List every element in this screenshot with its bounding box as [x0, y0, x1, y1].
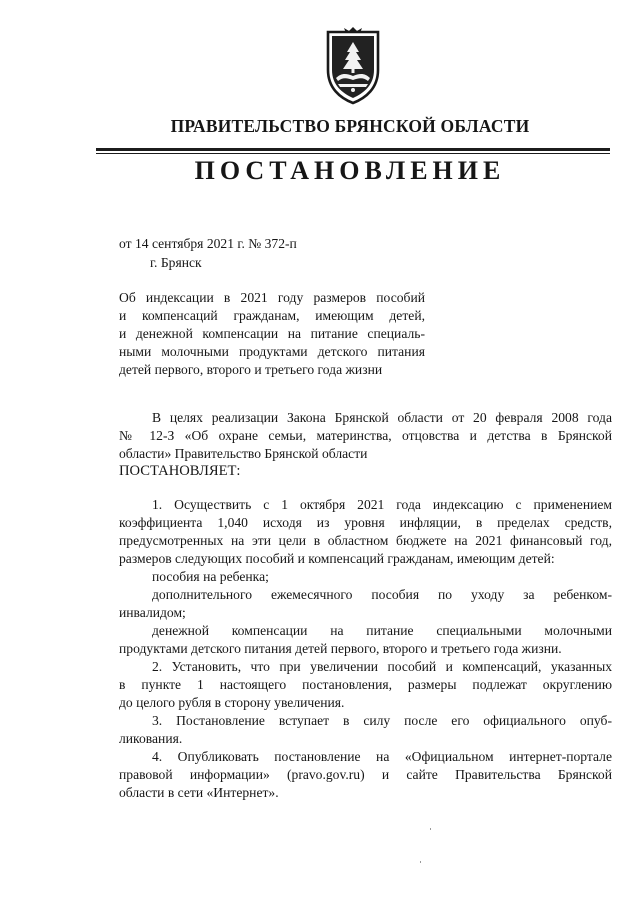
decree-word: ПОСТАНОВЛЯЕТ:	[119, 463, 241, 479]
subject-line: и компенсаций гражданам, имеющим детей,	[119, 308, 425, 323]
list-item: пособия на ребенка;	[152, 569, 269, 584]
paragraph-1-line: коэффициента 1,040 исходя из уровня инфляции, в пределах средств,	[119, 515, 612, 530]
city: г. Брянск	[150, 255, 202, 270]
subject-line: детей первого, второго и третьего года жизни	[119, 362, 383, 377]
list-item: инвалидом;	[119, 605, 186, 620]
preamble-line: В целях реализации Закона Брянской области от 20 февраля 2008 года	[152, 410, 612, 425]
paragraph-1-line: 1. Осуществить с 1 октября 2021 года индексацию с применением	[152, 497, 612, 512]
list-item: дополнительного ежемесячного пособия по уходу за ребенком-	[152, 587, 612, 602]
government-title: ПРАВИТЕЛЬСТВО БРЯНСКОЙ ОБЛАСТИ	[170, 116, 530, 136]
paragraph-2-line: до целого рубля в сторону увеличения.	[119, 695, 345, 710]
header-rule-thick	[96, 148, 610, 151]
list-item: продуктами детского питания детей первого, второго и третьего года жизни.	[119, 641, 562, 656]
list-item: денежной компенсации на питание специальными молочными	[152, 623, 612, 638]
paragraph-1-line: предусмотренных на эти цели в областном бюджете на 2021 финансовый год,	[119, 533, 612, 548]
coat-of-arms-icon	[322, 26, 384, 106]
subject-line: ными молочными продуктами детского питания	[119, 344, 425, 359]
paragraph-1-line: размеров следующих пособий и компенсаций гражданам, имеющим детей:	[119, 551, 555, 566]
paragraph-2-line: в пункте 1 настоящего постановления, размеры подлежат округлению	[119, 677, 612, 692]
paragraph-3-line: 3. Постановление вступает в силу после его официального опуб-	[152, 713, 612, 728]
preamble-line: области» Правительство Брянской области	[119, 446, 368, 461]
document-type-title: ПОСТАНОВЛЕНИЕ	[194, 156, 506, 185]
scan-speck	[430, 828, 431, 830]
paragraph-4-line: области в сети «Интернет».	[119, 785, 279, 800]
paragraph-3-line: ликования.	[119, 731, 183, 746]
subject-line: и денежной компенсации на питание специаль-	[119, 326, 425, 341]
paragraph-2-line: 2. Установить, что при увеличении пособий и компенсаций, указанных	[152, 659, 612, 674]
header-rule-thin	[96, 153, 610, 154]
paragraph-4-line: правовой информации» (pravo.gov.ru) и сайте Правительства Брянской	[119, 767, 612, 782]
date-number: от 14 сентября 2021 г. № 372-п	[119, 236, 297, 251]
scan-speck	[420, 861, 421, 863]
paragraph-4-line: 4. Опубликовать постановление на «Официальном интернет-портале	[152, 749, 612, 764]
preamble-line: № 12-З «Об охране семьи, материнства, отцовства и детства в Брянской	[119, 428, 612, 443]
subject-line: Об индексации в 2021 году размеров пособий	[119, 290, 425, 305]
